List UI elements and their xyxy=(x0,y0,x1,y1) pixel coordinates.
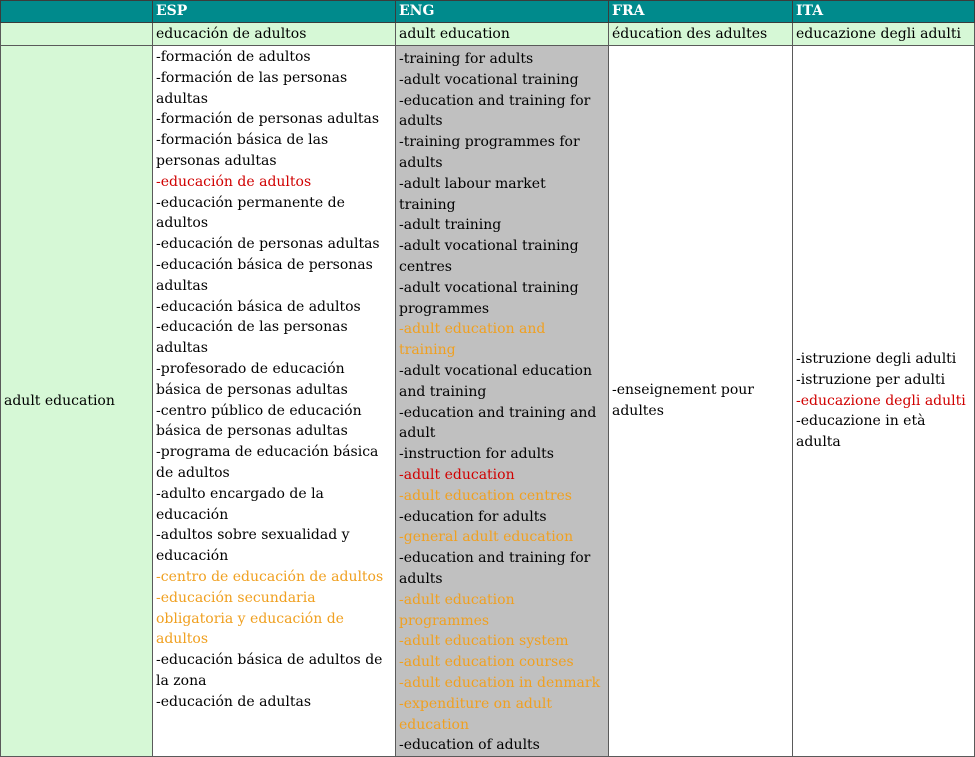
term-item: -educación básica de personas adultas xyxy=(156,256,373,294)
term-cell[interactable]: adult education xyxy=(1,46,153,757)
header-ita[interactable]: ITA xyxy=(793,1,975,23)
subheader-eng[interactable]: adult education xyxy=(396,23,609,46)
subheader-esp[interactable]: educación de adultos xyxy=(153,23,396,46)
term-item: -educación de las personas adultas xyxy=(156,319,348,357)
term-item: -adulto encargado de la educación xyxy=(156,485,324,523)
term-item: -adult education programmes xyxy=(399,591,515,629)
term-item: -education and training for adults xyxy=(399,550,591,587)
term-item: -adult education centres xyxy=(399,487,572,504)
subheader-ita[interactable]: educazione degli adulti xyxy=(793,23,975,46)
term-item: -educación básica de adultos de la zona xyxy=(156,652,383,689)
eng-term-list xyxy=(399,49,605,756)
term-item: -adult labour market training xyxy=(399,175,546,213)
term-item: -adult vocational training centres xyxy=(399,238,579,275)
fra-synonyms-cell[interactable] xyxy=(609,46,793,757)
term-item: -adult vocational training programmes xyxy=(399,279,579,317)
term-item: -istruzione degli adulti xyxy=(796,351,957,368)
term-item: -training for adults xyxy=(399,51,534,67)
term-item: -education and training and adult xyxy=(399,404,597,442)
term-item: -education and training for adults xyxy=(399,92,591,130)
synonyms-row xyxy=(1,46,975,757)
term-item: -centro público de educación básica de personas adultas xyxy=(156,402,362,440)
term-item: -adult education system xyxy=(399,633,569,650)
term-item: -adult vocational education and training xyxy=(399,362,592,400)
term-item: -formación de las personas adultas xyxy=(156,69,348,107)
term-item: -adult education xyxy=(399,466,515,483)
term-item: -education of adults xyxy=(399,737,540,754)
header-esp[interactable]: ESP xyxy=(153,1,396,23)
term-item: -educación de personas adultas xyxy=(156,236,380,253)
fra-term-list xyxy=(612,380,789,422)
term-item: -general adult education xyxy=(399,529,574,546)
header-fra[interactable]: FRA xyxy=(609,1,793,23)
term-item: -adult vocational training xyxy=(399,71,579,88)
term-item: -education for adults xyxy=(399,508,547,525)
subheader-fra[interactable]: éducation des adultes xyxy=(609,23,793,46)
term-item: -formación básica de las personas adultas xyxy=(156,132,329,169)
term-item: -adult training xyxy=(399,217,502,234)
header-eng[interactable]: ENG xyxy=(396,1,609,23)
term-item: -educación de adultas xyxy=(156,693,312,710)
ita-synonyms-cell[interactable] xyxy=(793,46,975,757)
term-item: -instruction for adults xyxy=(399,446,554,463)
term-item: -adult education courses xyxy=(399,654,574,671)
term-item: -formación de adultos xyxy=(156,49,311,65)
term-item: -enseignement pour adultes xyxy=(612,382,754,420)
term-item: -educación permanente de adultos xyxy=(156,194,345,232)
term-item: -profesorado de educación básica de personas adultas xyxy=(156,360,348,398)
subheader-blank-cell[interactable] xyxy=(1,23,153,46)
main-term-row xyxy=(1,23,975,46)
term-item: -adult education and training xyxy=(399,321,546,359)
term-item: -adultos sobre sexualidad y educación xyxy=(156,527,350,565)
eng-synonyms-cell[interactable] xyxy=(396,46,609,757)
term-item: -educazione in età adulta xyxy=(796,413,926,451)
term-item: -educazione degli adulti xyxy=(796,392,966,409)
term-item: -training programmes for adults xyxy=(399,134,580,171)
term-item: -centro de educación de adultos xyxy=(156,568,384,585)
term-item: -programa de educación básica de adultos xyxy=(156,444,379,481)
term-item: -formación de personas adultas xyxy=(156,111,380,128)
language-header-row xyxy=(1,1,975,23)
header-blank-cell[interactable] xyxy=(1,1,153,23)
ita-term-list xyxy=(796,349,971,453)
term-item: -expenditure on adult education xyxy=(399,695,553,733)
term-item: -adult education in denmark xyxy=(399,674,601,691)
term-item: -educación de adultos xyxy=(156,173,312,190)
term-item: -istruzione per adulti xyxy=(796,371,946,388)
term-item: -educación básica de adultos xyxy=(156,298,361,315)
esp-synonyms-cell[interactable] xyxy=(153,46,396,757)
esp-term-list xyxy=(156,47,392,713)
term-item: -educación secundaria obligatoria y educación de adultos xyxy=(156,589,344,648)
